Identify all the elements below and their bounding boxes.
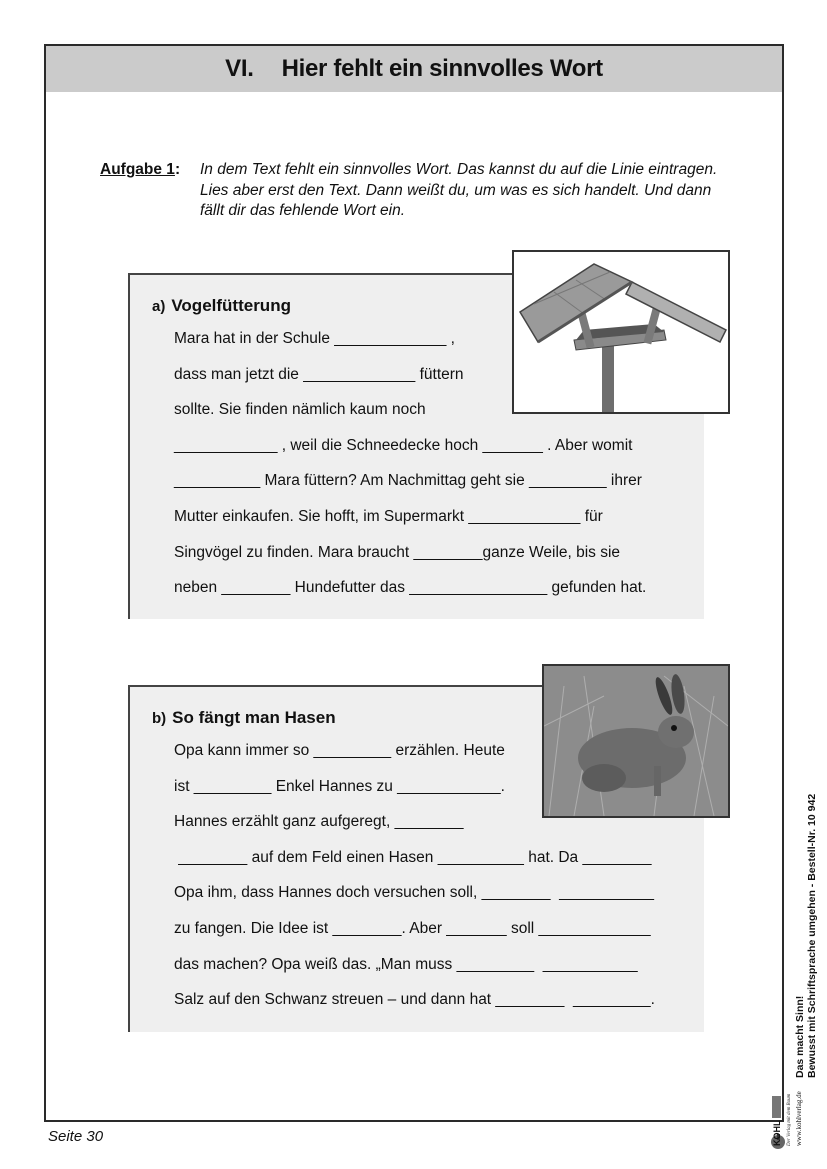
- page-title-bar: [46, 46, 782, 92]
- text-line[interactable]: ________ auf dem Feld einen Hasen __________ hat. Da ________: [174, 848, 652, 866]
- page-title: Hier fehlt ein sinnvolles Wort: [281, 55, 603, 82]
- hare-photo: [542, 664, 730, 818]
- svg-text:KOHL: KOHL: [772, 1120, 782, 1146]
- text-line[interactable]: __________ Mara füttern? Am Nachmittag geht sie _________ ihrer: [174, 472, 642, 490]
- task-text: In dem Text fehlt ein sinnvolles Wort. Das kannst du auf die Linie eintragen. Lies aber erst den Text. Dann weißt du, um was es sich handelt. Und dann fällt dir das fehlende Wort ein.: [200, 161, 718, 219]
- page-number: Seite 30: [48, 1128, 104, 1145]
- task-instruction: [100, 160, 720, 222]
- task-label: Aufgabe 1:: [100, 161, 181, 178]
- text-line[interactable]: Singvögel zu finden. Mara braucht ________ganze Weile, bis sie: [174, 543, 621, 561]
- text-line[interactable]: Mutter einkaufen. Sie hofft, im Supermarkt _____________ für: [174, 507, 603, 525]
- svg-text:Der Verlag mit dem Baum: Der Verlag mit dem Baum: [787, 1093, 792, 1146]
- text-line[interactable]: Hannes erzählt ganz aufgeregt, ________: [174, 813, 464, 831]
- text-line[interactable]: Mara hat in der Schule _____________ ,: [174, 330, 455, 347]
- text-line[interactable]: zu fangen. Die Idee ist ________. Aber _______ soll _____________: [174, 919, 651, 937]
- text-line[interactable]: Opa kann immer so _________ erzählen. Heute: [174, 742, 505, 759]
- book-series-info: [794, 794, 818, 1078]
- exercise-a-heading: a) Vogelfütterung: [152, 296, 291, 315]
- text-line: sollte. Sie finden nämlich kaum noch: [174, 401, 426, 419]
- text-line[interactable]: Salz auf den Schwanz streuen – und dann hat ________ _________.: [174, 991, 655, 1009]
- book-title: Das macht Sinn!: [794, 995, 806, 1078]
- text-line[interactable]: ist _________ Enkel Hannes zu ____________.: [174, 777, 505, 795]
- text-line[interactable]: ____________ , weil die Schneedecke hoch _______ . Aber womit: [174, 436, 633, 454]
- text-line[interactable]: Opa ihm, dass Hannes doch versuchen soll, ________ ___________: [174, 884, 654, 902]
- kohl-verlag-logo: [764, 1086, 818, 1156]
- text-line[interactable]: das machen? Opa weiß das. „Man muss _________ ___________: [174, 955, 638, 973]
- chapter-number: VI.: [225, 55, 254, 82]
- exercise-b-heading: b) So fängt man Hasen: [152, 708, 336, 727]
- text-line[interactable]: dass man jetzt die _____________ füttern: [174, 365, 464, 383]
- svg-text:www.kohlverlag.de: www.kohlverlag.de: [795, 1091, 803, 1146]
- text-line[interactable]: neben ________ Hundefutter das ________________ gefunden hat.: [174, 579, 647, 597]
- book-subtitle-order-number: Bewusst mit Schriftsprache umgehen - Bestell-Nr. 10 942: [806, 793, 818, 1078]
- bird-feeder-photo: [512, 250, 730, 414]
